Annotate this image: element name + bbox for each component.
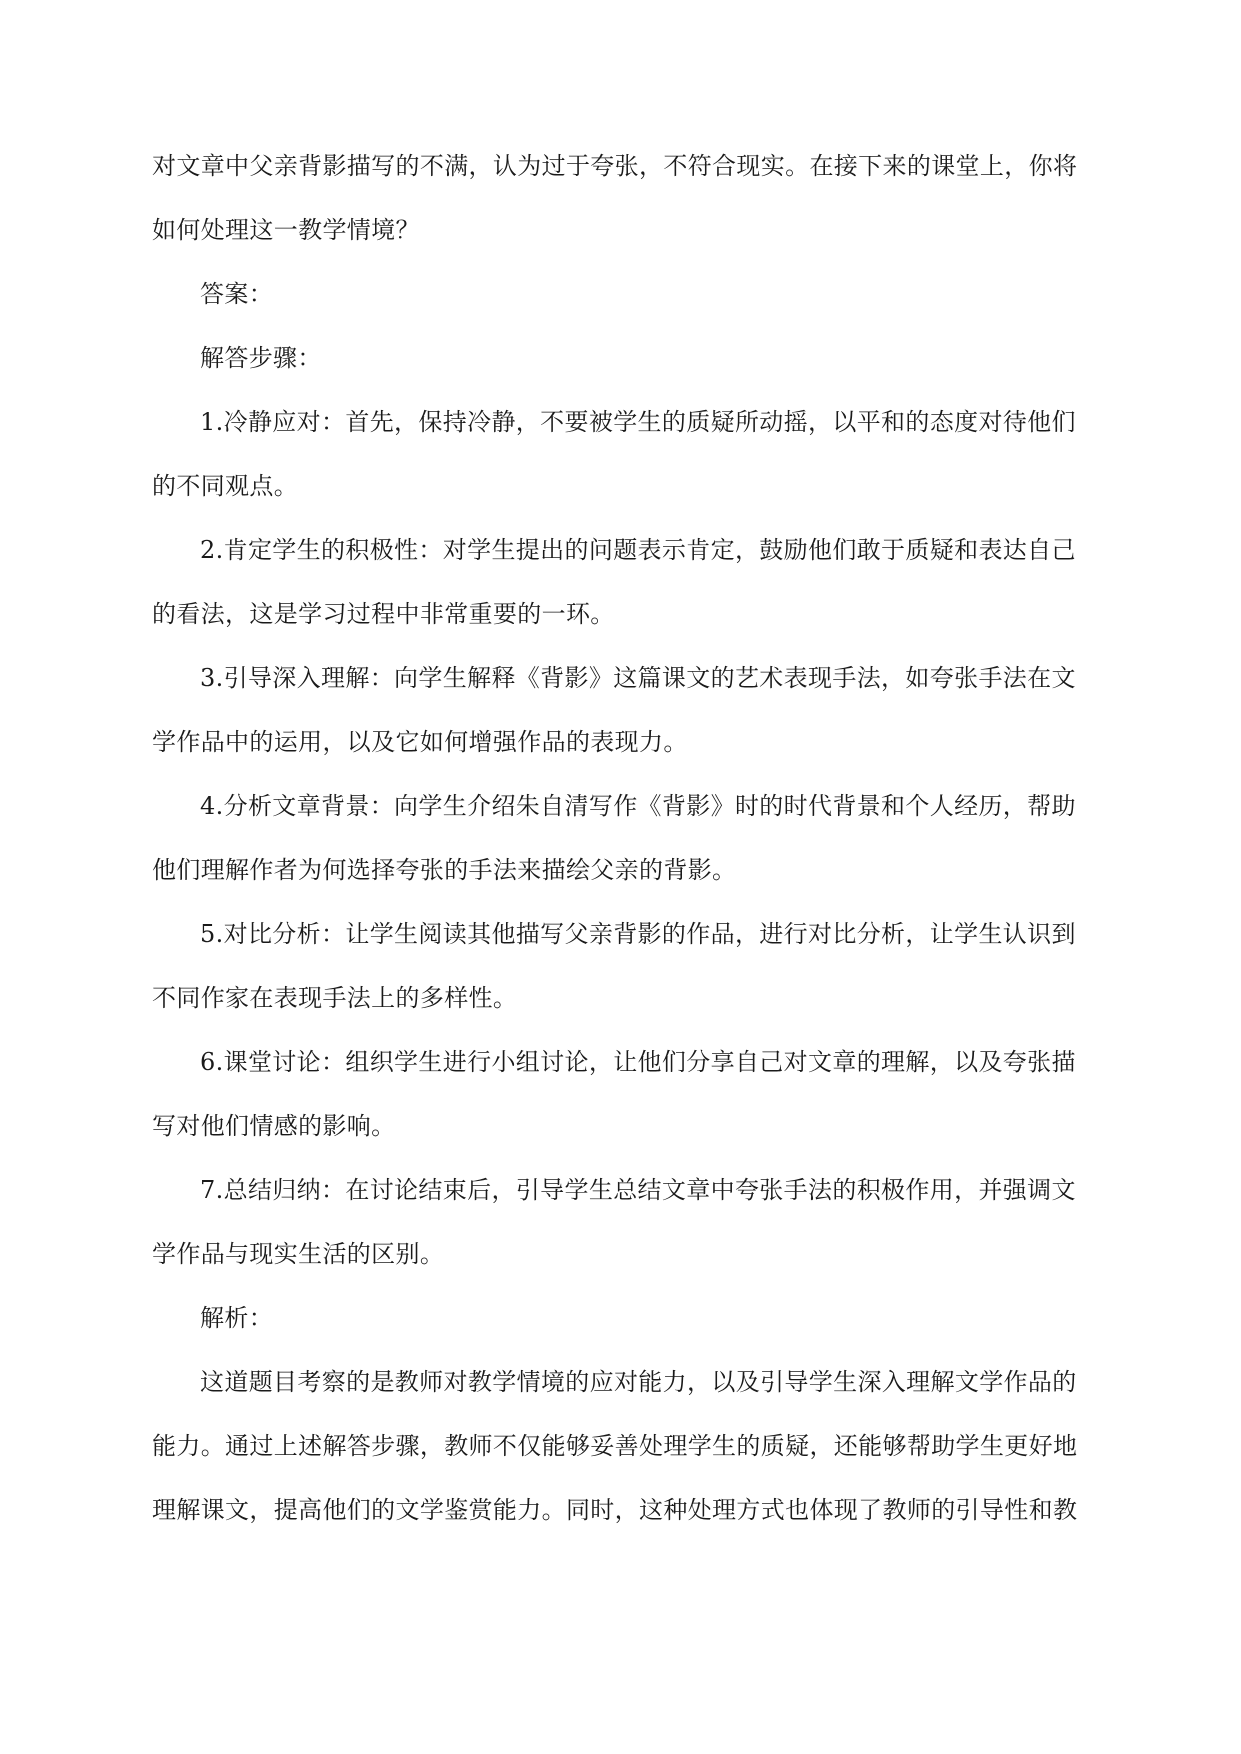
step-2-line-1: 2.肯定学生的积极性：对学生提出的问题表示肯定，鼓励他们敢于质疑和表达自己 [200, 536, 1076, 564]
step-2-line-2: 的看法，这是学习过程中非常重要的一环。 [152, 600, 615, 628]
analysis-line-3: 理解课文，提高他们的文学鉴赏能力。同时，这种处理方式也体现了教师的引导性和教 [152, 1496, 1078, 1524]
analysis-label: 解析： [200, 1304, 274, 1332]
step-7-line-2: 学作品与现实生活的区别。 [152, 1240, 445, 1268]
step-4-line-1: 4.分析文章背景：向学生介绍朱自清写作《背影》时的时代背景和个人经历，帮助 [200, 792, 1076, 820]
question-line-2: 如何处理这一教学情境？ [152, 216, 420, 244]
step-3-line-1: 3.引导深入理解：向学生解释《背影》这篇课文的艺术表现手法，如夸张手法在文 [200, 664, 1076, 692]
step-7-line-1: 7.总结归纳：在讨论结束后，引导学生总结文章中夸张手法的积极作用，并强调文 [200, 1176, 1076, 1204]
step-4-line-2: 他们理解作者为何选择夸张的手法来描绘父亲的背影。 [152, 856, 737, 884]
answer-label: 答案： [200, 280, 274, 308]
question-line-1: 对文章中父亲背影描写的不满，认为过于夸张，不符合现实。在接下来的课堂上，你将 [152, 152, 1078, 180]
step-1-line-2: 的不同观点。 [152, 472, 299, 500]
steps-label: 解答步骤： [200, 344, 322, 372]
step-1-line-1: 1.冷静应对：首先，保持冷静，不要被学生的质疑所动摇，以平和的态度对待他们 [200, 408, 1076, 436]
step-5-line-2: 不同作家在表现手法上的多样性。 [152, 984, 518, 1012]
step-5-line-1: 5.对比分析：让学生阅读其他描写父亲背影的作品，进行对比分析，让学生认识到 [200, 920, 1076, 948]
step-6-line-1: 6.课堂讨论：组织学生进行小组讨论，让他们分享自己对文章的理解，以及夸张描 [200, 1048, 1076, 1076]
step-6-line-2: 写对他们情感的影响。 [152, 1112, 396, 1140]
step-3-line-2: 学作品中的运用，以及它如何增强作品的表现力。 [152, 728, 688, 756]
analysis-line-1: 这道题目考察的是教师对教学情境的应对能力，以及引导学生深入理解文学作品的 [200, 1368, 1077, 1396]
analysis-line-2: 能力。通过上述解答步骤，教师不仅能够妥善处理学生的质疑，还能够帮助学生更好地 [152, 1432, 1078, 1460]
